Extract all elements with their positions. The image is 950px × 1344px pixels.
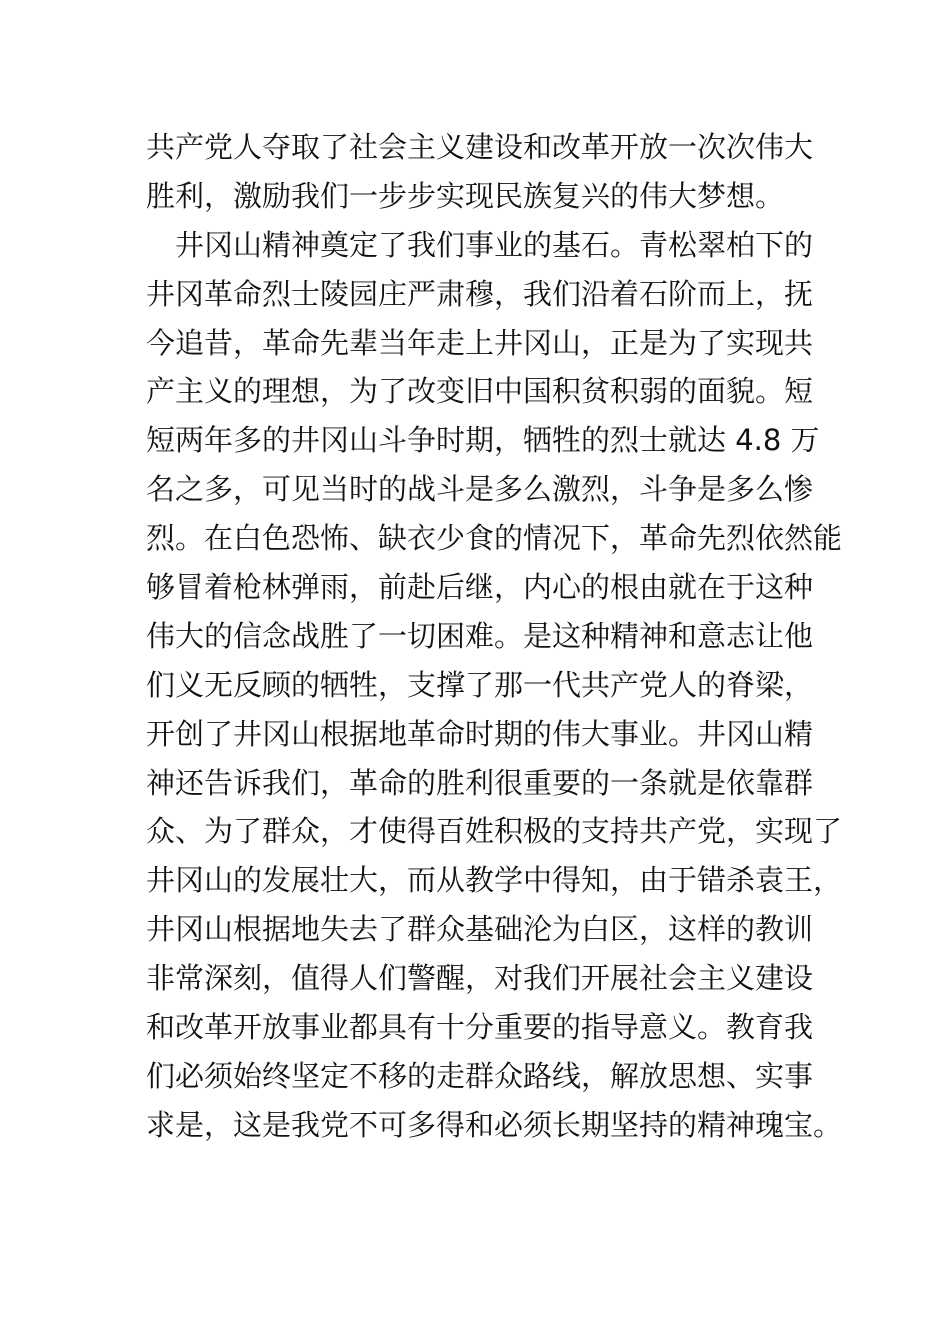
text-line: 井冈山根据地失去了群众基础沦为白区，这样的教训 xyxy=(146,912,814,947)
text-line: 够冒着枪林弹雨，前赴后继，内心的根由就在于这种 xyxy=(146,570,814,605)
text-line: 井冈革命烈士陵园庄严肃穆，我们沿着石阶而上，抚 xyxy=(146,276,814,311)
text-line: 共产党人夺取了社会主义建设和改革开放一次次伟大 xyxy=(146,130,814,164)
text-line: 神还告诉我们，革命的胜利很重要的一条就是依靠群 xyxy=(146,765,814,800)
text-line: 今追昔，革命先辈当年走上井冈山，正是为了实现共 xyxy=(146,325,814,360)
text-line: 井冈山的发展壮大，而从教学中得知，由于错杀袁王， xyxy=(146,863,843,898)
body-text xyxy=(146,123,843,1150)
text-line: 胜利，激励我们一步步实现民族复兴的伟大梦想。 xyxy=(146,178,785,213)
text-line: 求是，这是我党不可多得和必须长期坚持的精神瑰宝。 xyxy=(146,1107,843,1142)
text-line: 们义无反顾的牺牲，支撑了那一代共产党人的脊梁， xyxy=(146,667,814,702)
text-line: 短两年多的井冈山斗争时期，牺牲的烈士就达 4.8 万 xyxy=(146,423,820,458)
text-line: 井冈山精神奠定了我们事业的基石。青松翠柏下的 xyxy=(146,227,814,262)
text-line: 众、为了群众，才使得百姓积极的支持共产党，实现了 xyxy=(146,814,843,849)
text-line: 名之多，可见当时的战斗是多么激烈，斗争是多么惨 xyxy=(146,472,814,507)
text-line: 伟大的信念战胜了一切困难。是这种精神和意志让他 xyxy=(146,618,814,653)
text-line: 烈。在白色恐怖、缺衣少食的情况下，革命先烈依然能 xyxy=(146,521,843,556)
text-line: 非常深刻，值得人们警醒，对我们开展社会主义建设 xyxy=(146,961,814,996)
text-line: 和改革开放事业都具有十分重要的指导意义。教育我 xyxy=(146,1010,814,1045)
text-line: 开创了井冈山根据地革命时期的伟大事业。井冈山精 xyxy=(146,716,814,751)
text-line: 们必须始终坚定不移的走群众路线，解放思想、实事 xyxy=(146,1058,814,1093)
text-line: 产主义的理想，为了改变旧中国积贫积弱的面貌。短 xyxy=(146,374,814,409)
